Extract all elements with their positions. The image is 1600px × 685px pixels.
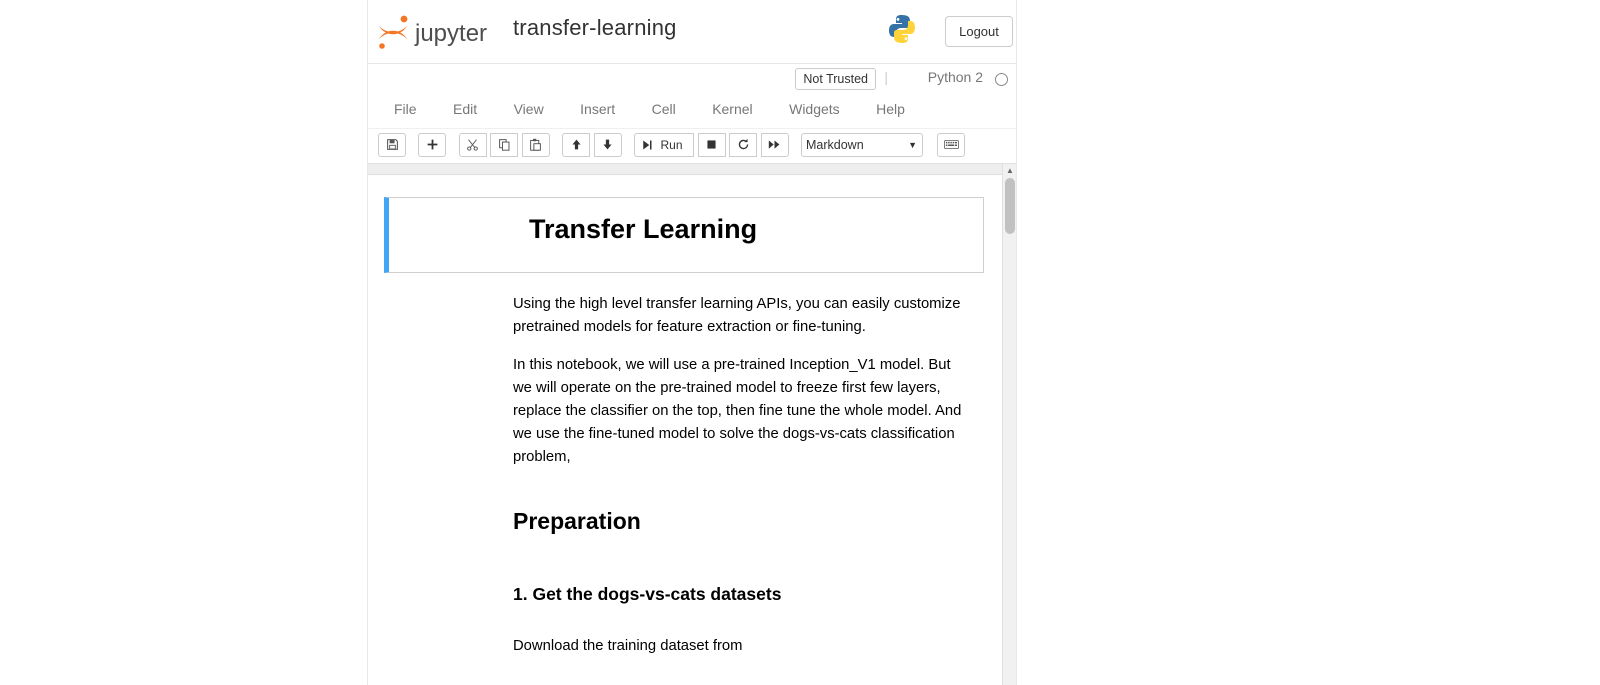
heading-get-datasets[interactable]: 1. Get the dogs-vs-cats datasets [513,584,782,604]
svg-text:jupyter: jupyter [415,20,488,47]
fast-forward-icon[interactable] [761,133,789,157]
scrollbar-thumb[interactable] [1005,178,1015,234]
notebook-title[interactable]: transfer-learning [513,15,677,40]
menu-item-edit[interactable]: Edit [453,101,478,117]
cell-type-select[interactable] [801,133,923,157]
cell-type-value: Markdown [805,138,864,152]
toolbar-group-run [634,133,788,157]
menu-item-help[interactable]: Help [876,101,905,117]
markdown-paragraph-2[interactable]: In this notebook, we will use a pre-trained Inception_V1 model. But we will operate on the pre-trained model to freeze first few layers, replace the classifier on the top, then fine tune the whole model. And we use the fine-tuned model to solve the dogs-vs-cats classification problem, [513,357,962,465]
arrow-down-icon[interactable] [594,133,622,157]
caret-up-icon[interactable]: ▲ [1006,166,1014,175]
toolbar-group-clipboard [459,133,550,157]
menu-item-widgets[interactable]: Widgets [789,101,840,117]
trust-status-badge[interactable]: Not Trusted [795,68,876,90]
scissors-icon[interactable] [459,133,487,157]
toolbar [368,128,1016,164]
copy-icon[interactable] [490,133,518,157]
kernel-idle-circle-icon [995,73,1008,86]
notebook-cells [368,175,1004,685]
notebook-scroll-area [368,164,1016,685]
restart-circular-arrow-icon[interactable] [729,133,757,157]
toolbar-group-move [562,133,621,157]
notebook-top-divider [368,164,1016,175]
paste-icon[interactable] [522,133,550,157]
run-cell-button[interactable] [634,133,694,157]
toolbar-group-add [418,133,446,157]
run-label: Run [660,138,683,152]
arrow-up-icon[interactable] [562,133,590,157]
python-logo-icon [885,12,919,46]
stop-square-icon[interactable] [698,133,726,157]
markdown-paragraph-1[interactable]: Using the high level transfer learning APIs, you can easily customize pretrained models for feature extraction or fine-tuning. [513,296,961,335]
markdown-paragraph-3[interactable]: Download the training dataset from [513,638,743,654]
toolbar-group-save [378,133,406,157]
toolbar-group-palette [937,133,965,157]
logout-button[interactable]: Logout [945,16,1013,47]
menubar [368,98,1016,128]
menu-item-view[interactable]: View [513,101,544,117]
jupyter-notebook-app [367,0,1017,685]
status-separator: | [884,69,888,85]
kernel-name-label: Python 2 [927,69,983,85]
markdown-cell-title[interactable] [384,197,984,273]
app-header [368,0,1016,64]
page-title: Transfer Learning [529,214,758,244]
kernel-status-row [368,64,1016,98]
heading-preparation[interactable]: Preparation [513,508,641,534]
menu-item-file[interactable]: File [394,101,417,117]
vertical-scrollbar[interactable] [1002,164,1016,685]
menu-item-insert[interactable]: Insert [580,101,616,117]
plus-icon[interactable] [418,133,446,157]
menu-item-cell[interactable]: Cell [651,101,676,117]
keyboard-icon[interactable] [937,133,965,157]
jupyter-logo[interactable] [373,13,508,51]
chevron-down-icon: ▼ [908,140,917,150]
menu-item-kernel[interactable]: Kernel [712,101,753,117]
save-floppy-icon[interactable] [378,133,406,157]
